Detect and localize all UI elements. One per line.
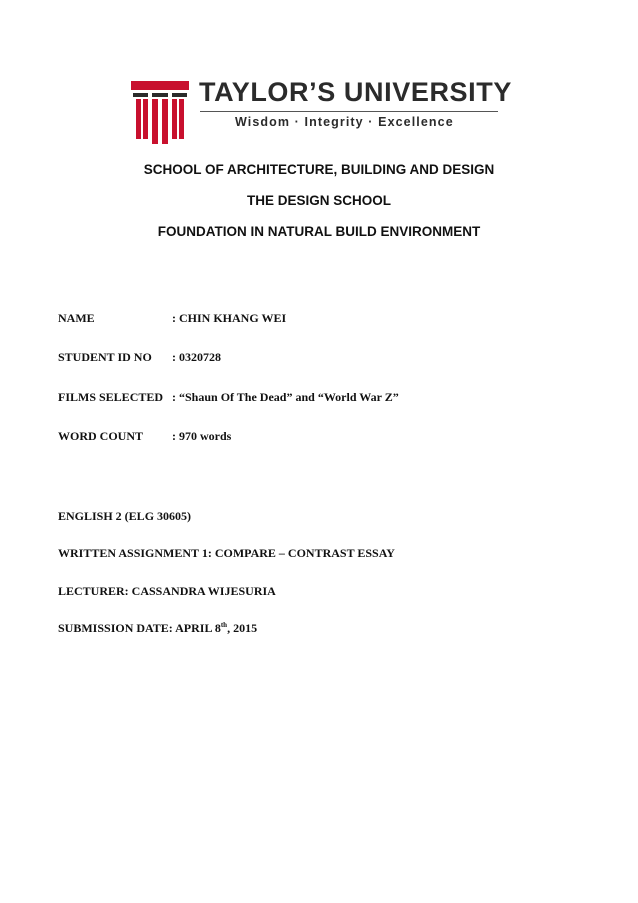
university-crest-icon xyxy=(131,81,189,144)
detail-label: FILMS SELECTED xyxy=(58,390,164,404)
department-heading: THE DESIGN SCHOOL xyxy=(246,193,391,208)
program-heading: FOUNDATION IN NATURAL BUILD ENVIRONMENT xyxy=(157,224,481,239)
logo-divider xyxy=(200,111,498,112)
detail-value: : CHIN KHANG WEI xyxy=(172,311,287,325)
school-heading: SCHOOL OF ARCHITECTURE, BUILDING AND DESIGN xyxy=(143,162,495,177)
lecturer-name: LECTURER: CASSANDRA WIJESURIA xyxy=(58,584,276,598)
detail-value: : 0320728 xyxy=(172,350,221,364)
detail-value: : “Shaun Of The Dead” and “World War Z” xyxy=(172,390,399,404)
detail-label: STUDENT ID NO xyxy=(58,350,152,364)
assignment-title: WRITTEN ASSIGNMENT 1: COMPARE – CONTRAST ESSAY xyxy=(58,546,395,560)
detail-label: NAME xyxy=(58,311,95,325)
submission-date-prefix: SUBMISSION DATE: APRIL 8 xyxy=(58,621,221,635)
submission-date xyxy=(58,621,257,636)
university-logo xyxy=(131,76,512,144)
course-code: ENGLISH 2 (ELG 30605) xyxy=(58,509,192,523)
submission-date-ordinal: th xyxy=(220,621,228,629)
detail-value: : 970 words xyxy=(172,429,232,443)
detail-label: WORD COUNT xyxy=(58,429,144,443)
university-name: TAYLOR’S UNIVERSITY xyxy=(199,77,512,107)
university-tagline: Wisdom · Integrity · Excellence xyxy=(235,115,454,129)
submission-date-suffix: , 2015 xyxy=(227,621,258,635)
